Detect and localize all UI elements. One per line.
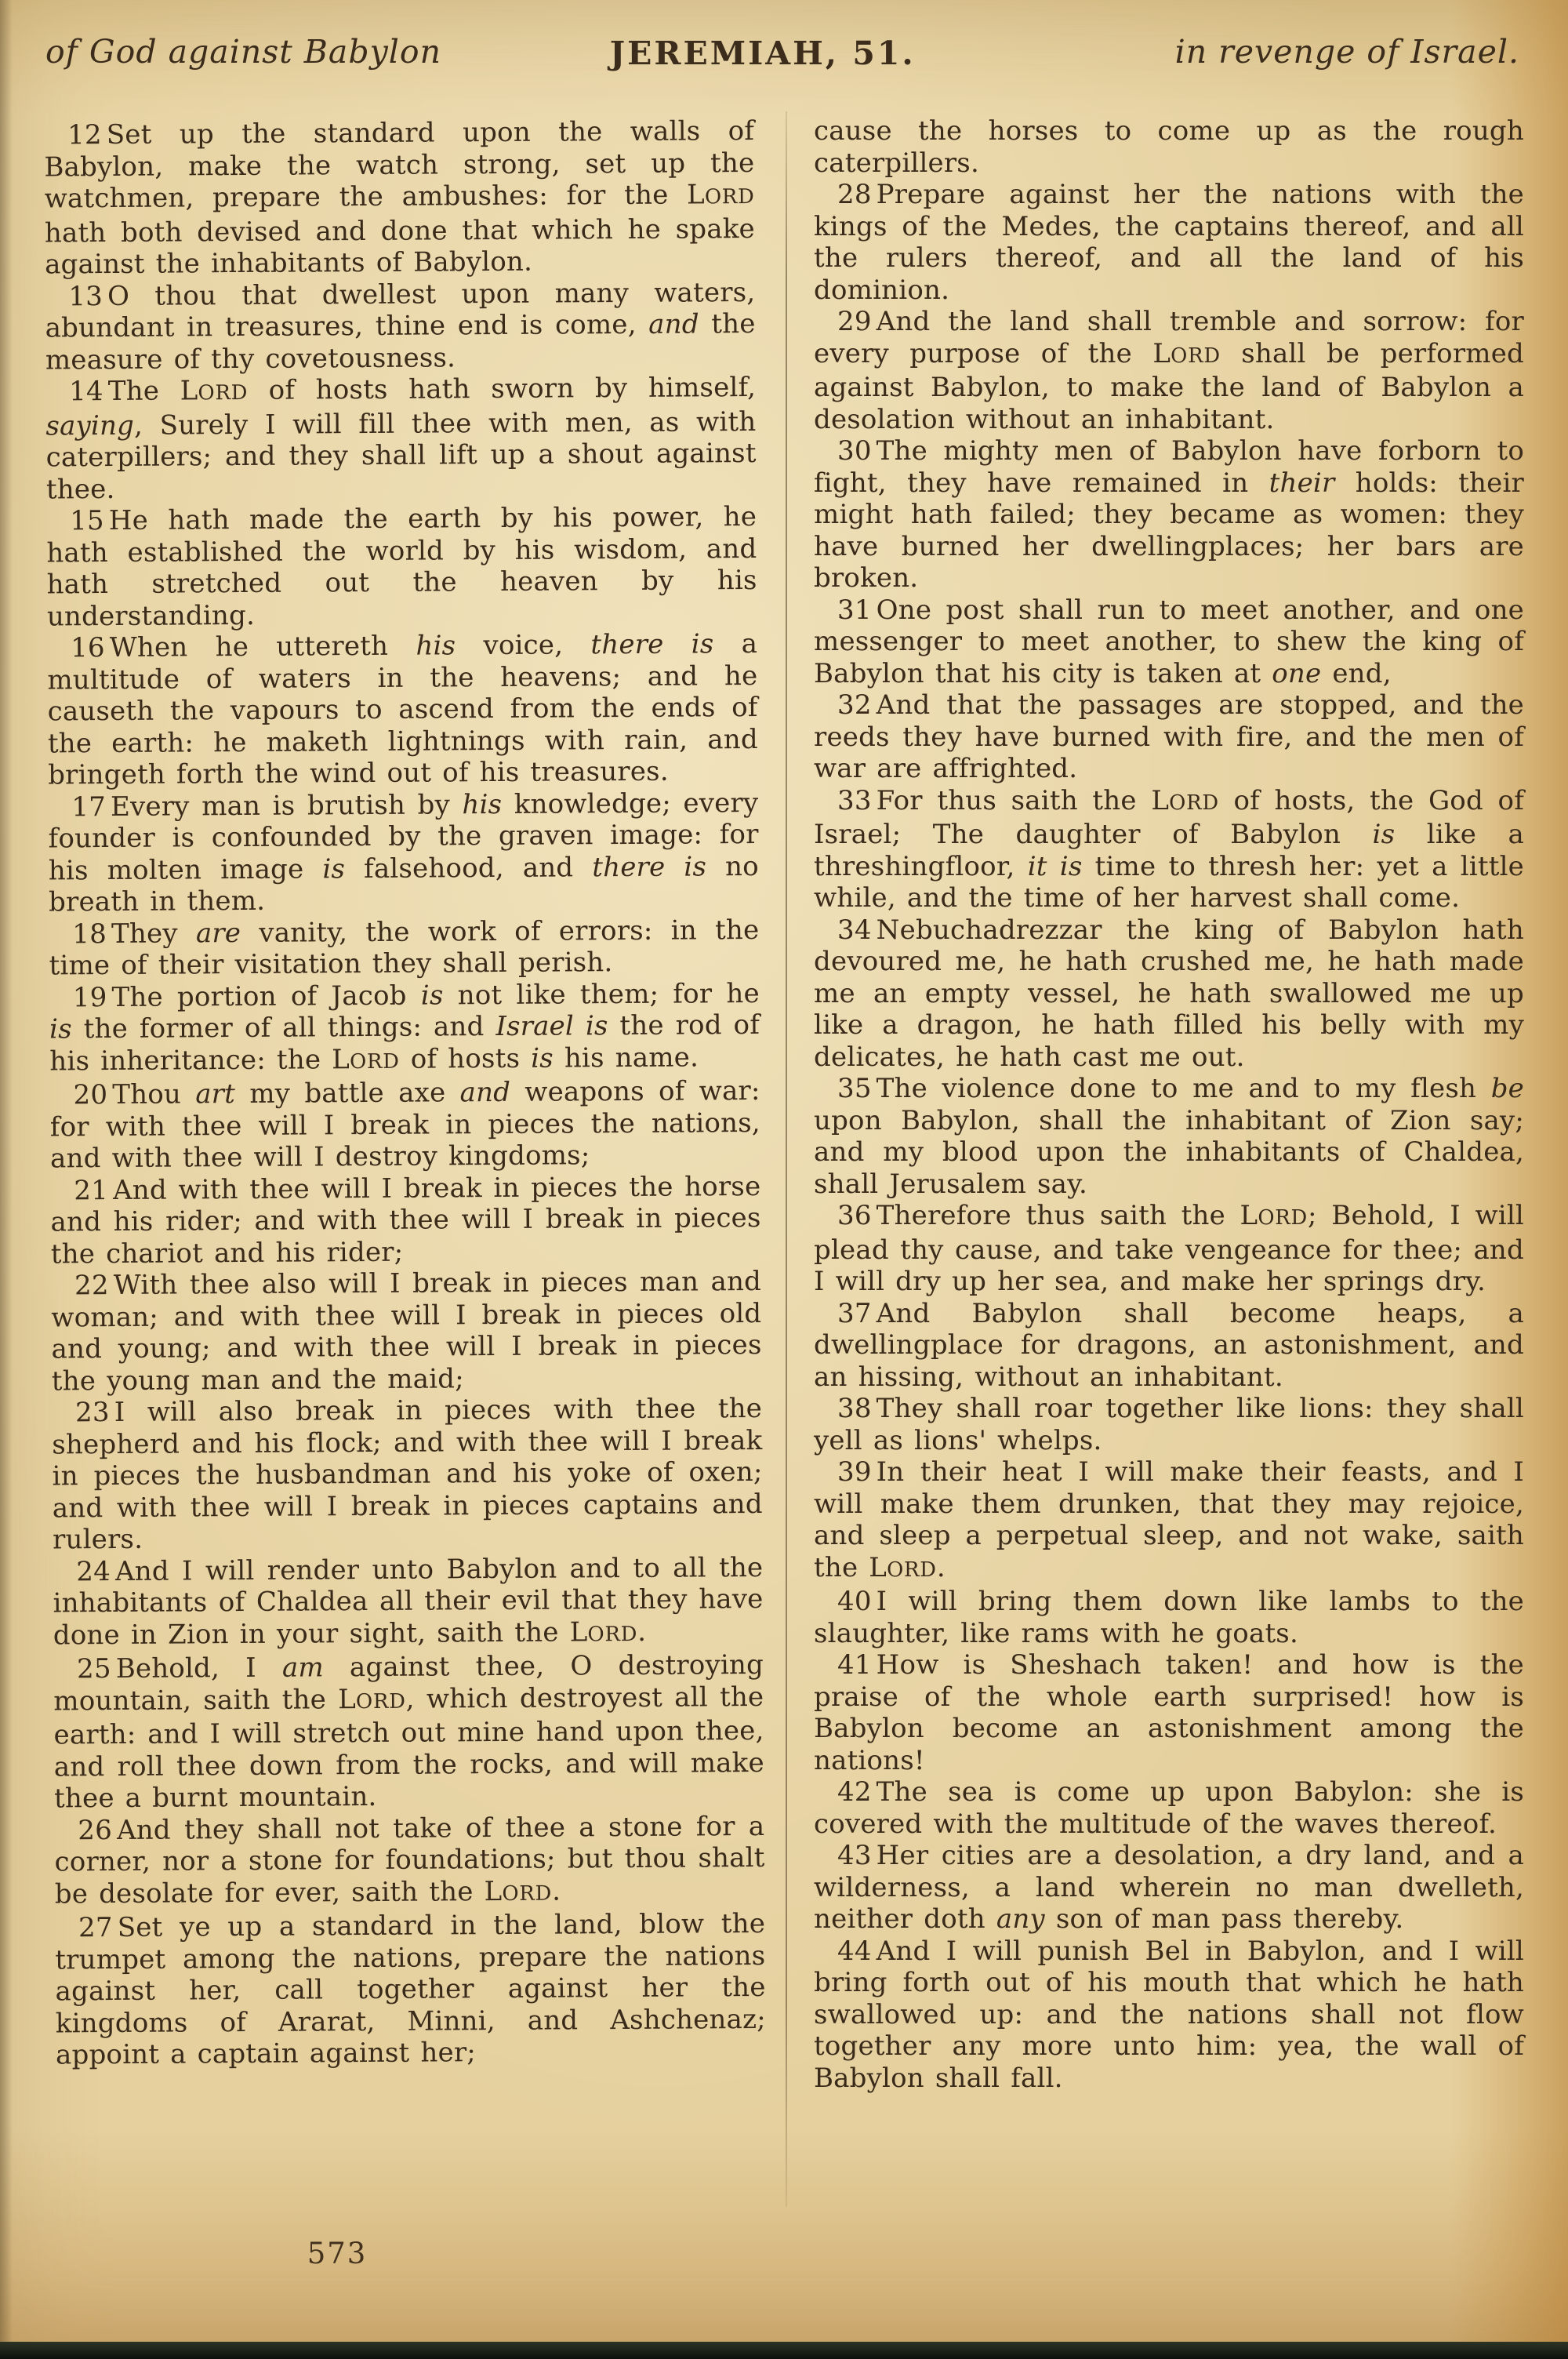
verse-text: . — [637, 1616, 647, 1648]
italic-text: his — [416, 630, 456, 662]
verse-13 — [45, 276, 756, 376]
verse-number: 41 — [837, 1649, 872, 1681]
verse-number: 13 — [68, 280, 103, 312]
verse-number: 40 — [837, 1586, 872, 1617]
divine-name: LORD — [869, 1551, 937, 1583]
verse-39 — [814, 1456, 1524, 1586]
verse-text: And I will punish Bel in Babylon, and I will bring forth out of his mouth that which he hath swallowed up: and the nations shall not flow together any more unto him: yea, the wall of Babylon shall fall. — [814, 1935, 1524, 2094]
italic-text: art — [195, 1078, 236, 1110]
italic-text: are — [195, 917, 241, 949]
verse-23 — [52, 1393, 763, 1556]
verse-43 — [814, 1840, 1524, 1936]
verse-text: not like them; for he — [443, 977, 760, 1011]
verse-number: 37 — [837, 1297, 872, 1329]
verse-number: 43 — [837, 1840, 872, 1871]
verse-number: 16 — [71, 632, 105, 664]
divine-name: LORD — [484, 1875, 553, 1907]
verse-number: 19 — [72, 981, 107, 1013]
verse-text: voice, — [456, 629, 591, 662]
italic-text: and — [648, 308, 699, 340]
verse-number: 35 — [837, 1073, 872, 1104]
verse-28 — [814, 179, 1524, 306]
verse-text: Thou — [112, 1078, 196, 1111]
divine-name: LORD — [338, 1683, 406, 1715]
verse-32 — [814, 689, 1524, 785]
verse-text: The sea is come up upon Babylon: she is covered with the multitude of the waves thereof. — [814, 1776, 1524, 1840]
italic-text: is — [420, 979, 444, 1012]
verse-number: 12 — [67, 119, 102, 151]
divine-name: LORD — [332, 1043, 400, 1075]
verse-text: Prepare against her the nations with the kings of the Medes, the captains thereof, and all the rulers thereof, and all the land of his dominion. — [814, 179, 1524, 306]
verse-text: of hosts, the God of Israel; The daughter of Babylon — [814, 784, 1524, 850]
verse-text: He hath made the earth by his power, he hath established the world by his wisdom, and hath stretched out the heaven by his understanding. — [46, 500, 757, 633]
verse-text: I will bring them down like lambs to the slaughter, like rams with he goats. — [814, 1586, 1524, 1649]
verse-number: 36 — [837, 1200, 872, 1231]
italic-text: is — [1372, 819, 1396, 850]
verse-text: knowledge; every founder is confounded by the graven image: for his molten image — [48, 787, 759, 887]
divine-name: LORD — [569, 1616, 638, 1648]
verse-42 — [814, 1776, 1524, 1840]
italic-text: be — [1490, 1073, 1524, 1104]
verse-text: The mighty men of Babylon have forborn to fight, they have remained in — [814, 435, 1524, 499]
running-head-right: in revenge of Israel. — [1174, 33, 1519, 71]
verse-text: holds: their might hath failed; they became as women: they have burned her dwellingplaces; her bars are broken. — [814, 467, 1524, 594]
verse-17 — [48, 787, 759, 918]
verse-text: upon Babylon, shall the inhabitant of Zion say; and my blood upon the inhabitants of Chaldea, shall Jerusalem say. — [814, 1104, 1524, 1200]
verse-text: of hosts hath sworn by himself, — [248, 371, 757, 406]
verse-44 — [814, 1936, 1524, 2095]
verse-number: 17 — [71, 791, 107, 823]
verse-number: 28 — [837, 179, 872, 210]
verse-text: , Surely I will fill thee with men, as with caterpillers; and they shall lift up a shout against thee. — [45, 405, 757, 506]
verse-number: 23 — [74, 1397, 110, 1429]
verse-text: Every man is brutish by — [110, 788, 463, 823]
verse-24 — [53, 1551, 764, 1653]
verse-text: How is Sheshach taken! and how is the praise of the whole earth surprised! how is Babylon become an astonishment among the nations! — [814, 1649, 1524, 1776]
verse-continuation — [814, 115, 1524, 179]
verse-34 — [814, 914, 1524, 1074]
verse-text: cause the horses to come up as the rough caterpillers. — [814, 115, 1524, 179]
verse-18 — [49, 914, 759, 982]
verse-33 — [814, 785, 1524, 914]
verse-number: 14 — [69, 376, 103, 408]
verse-number: 31 — [837, 594, 872, 626]
italic-text: and — [459, 1076, 511, 1109]
verse-text: weapons of war: for with thee will I break in pieces the nations, and with thee will I destroy kingdoms; — [49, 1074, 760, 1175]
verse-number: 15 — [70, 505, 104, 537]
column-divider-rule — [786, 111, 787, 2207]
italic-text: any — [996, 1903, 1045, 1935]
verse-20 — [49, 1075, 760, 1175]
italic-text: there is — [590, 628, 714, 661]
verse-text: The violence done to me and to my flesh — [876, 1073, 1491, 1104]
verse-text: like a threshingfloor, — [814, 819, 1524, 882]
verse-text: And the land shall tremble and sorrow: for every purpose of the — [814, 306, 1524, 369]
verse-text: the former of all things: and — [71, 1011, 496, 1045]
italic-text: one — [1272, 657, 1322, 689]
scan-bottom-edge — [0, 2342, 1568, 2359]
verse-text: my battle axe — [234, 1077, 460, 1110]
verse-30 — [814, 435, 1524, 594]
divine-name: LORD — [1151, 784, 1219, 816]
verse-number: 30 — [837, 435, 872, 467]
verse-text: O thou that dwellest upon many waters, abundant in treasures, thine end is come, — [45, 276, 756, 344]
verse-text: Nebuchadrezzar the king of Babylon hath devoured me, he hath crushed me, he hath made me an empty vessel, he hath swallowed me up like a dragon, he hath filled his belly with my delicates, he hath cast me out. — [814, 914, 1524, 1073]
verse-text: time to thresh her: yet a little while, and the time of her harvest shall come. — [814, 850, 1525, 914]
verse-number: 26 — [78, 1814, 113, 1846]
verse-text: no breath in them. — [48, 850, 759, 918]
verse-text: And I will render unto Babylon and to all the inhabitants of Chaldea all their evil that they have done in Zion in your sight, saith the — [53, 1551, 764, 1651]
italic-text: is — [49, 1013, 72, 1045]
verse-35 — [814, 1073, 1524, 1200]
divine-name: LORD — [1240, 1200, 1308, 1231]
verse-26 — [54, 1810, 765, 1912]
verse-14 — [45, 372, 757, 506]
verse-number: 33 — [837, 784, 872, 816]
verse-text: One post shall run to meet another, and one messenger to meet another, to shew the king of Babylon that his city is taken at — [814, 594, 1524, 689]
verse-27 — [55, 1908, 766, 2071]
running-head-title: JEREMIAH, 51. — [609, 35, 916, 72]
verse-text: I will also break in pieces with thee the shepherd and his flock; and with thee will I break in pieces the husbandman and his yoke of oxen; and with thee will I break in pieces captains and rulers. — [52, 1392, 763, 1556]
verse-15 — [46, 501, 757, 633]
verse-text: The — [107, 375, 180, 408]
verse-text: son of man pass thereby. — [1044, 1903, 1404, 1935]
verse-text: falsehood, and — [344, 851, 593, 885]
divine-name: LORD — [180, 375, 249, 407]
verse-number: 32 — [837, 689, 872, 721]
verse-41 — [814, 1649, 1524, 1776]
verse-number: 20 — [73, 1079, 108, 1111]
verse-text: The portion of Jacob — [111, 980, 421, 1013]
verse-16 — [47, 628, 758, 791]
verse-38 — [814, 1393, 1524, 1456]
verse-number: 24 — [76, 1555, 111, 1587]
verse-12 — [44, 115, 755, 281]
verse-text: his name. — [553, 1041, 699, 1074]
verse-number: 18 — [72, 918, 107, 950]
verse-number: 38 — [837, 1393, 872, 1424]
verse-text: With thee also will I break in pieces man and woman; and with thee will I break in pieces old and young; and with thee will I break in pieces the young man and the maid; — [51, 1265, 762, 1398]
verse-text: Set up the standard upon the walls of Babylon, make the watch strong, set up the watchmen, prepare the ambushes: for the — [44, 115, 755, 215]
verse-number: 21 — [74, 1174, 109, 1206]
verse-text: For thus saith the — [876, 784, 1152, 816]
verse-text: end, — [1321, 657, 1392, 689]
verse-number: 44 — [837, 1935, 872, 1967]
verse-19 — [49, 977, 760, 1079]
verse-text: And with thee will I break in pieces the horse and his rider; and with thee will I break in pieces the chariot and his rider; — [50, 1170, 761, 1270]
italic-text: saying — [45, 409, 135, 442]
verse-text: They shall roar together like lions: they shall yell as lions' whelps. — [814, 1393, 1524, 1456]
divine-name: LORD — [686, 179, 755, 211]
right-column — [814, 115, 1524, 2094]
verse-37 — [814, 1298, 1524, 1394]
italic-text: Israel is — [495, 1010, 608, 1043]
left-column — [44, 115, 766, 2071]
running-head — [0, 33, 1568, 80]
verse-text: against thee, O destroying mountain, saith the — [53, 1648, 764, 1717]
verse-text: Set ye up a standard in the land, blow the trumpet among the nations, prepare the nations against her, call together against her the kingdoms of Ararat, Minni, and Ashchenaz; appoint a captain against her; — [55, 1907, 766, 2071]
running-head-left: of God against Babylon — [45, 33, 441, 71]
verse-text: In their heat I will make their feasts, and I will make them drunken, that they may rejoice, and sleep a perpetual sleep, and not wake, saith the — [814, 1456, 1524, 1583]
verse-text: And they shall not take of thee a stone for a corner, nor a stone for foundations; but thou shalt be desolate for ever, saith the — [54, 1810, 765, 1910]
verse-number: 27 — [78, 1912, 113, 1944]
verse-text: hath both devised and done that which he spake against the inhabitants of Babylon. — [44, 213, 756, 281]
verse-text: . — [936, 1551, 946, 1583]
verse-31 — [814, 594, 1524, 690]
italic-text: his — [462, 788, 503, 820]
italic-text: is — [531, 1042, 554, 1074]
verse-number: 25 — [76, 1653, 111, 1685]
verse-text: Her cities are a desolation, a dry land, and a wilderness, a land wherein no man dwelleth, neither doth — [814, 1840, 1524, 1935]
italic-text: it is — [1027, 850, 1083, 882]
verse-text: of hosts — [399, 1042, 532, 1075]
verse-number: 34 — [837, 914, 872, 946]
verse-text: , which destroyest all the earth: and I will stretch out mine hand upon thee, and roll thee down from the rocks, and will make thee a burnt mountain. — [53, 1681, 764, 1815]
verse-text: When he uttereth — [109, 630, 416, 664]
verse-text: a multitude of waters in the heavens; and he causeth the vapours to ascend from the ends of the earth: he maketh lightnings with rain, and bringeth forth the wind out of his treasures. — [47, 627, 758, 791]
italic-text: there is — [592, 850, 707, 883]
verse-40 — [814, 1586, 1524, 1649]
italic-text: am — [281, 1652, 324, 1684]
verse-36 — [814, 1200, 1524, 1298]
verse-number: 29 — [837, 306, 872, 337]
verse-text: Behold, I — [115, 1652, 283, 1685]
verse-text: . — [552, 1875, 561, 1907]
verse-text: They — [111, 917, 197, 950]
verse-22 — [51, 1266, 762, 1398]
italic-text: their — [1269, 467, 1335, 499]
page-number: 573 — [307, 2237, 368, 2270]
verse-text: ; Behold, I will plead thy cause, and take vengeance for thee; and I will dry up her sea, and make her springs dry. — [814, 1200, 1524, 1297]
divine-name: LORD — [1152, 337, 1221, 369]
verse-text: And Babylon shall become heaps, a dwellingplace for dragons, an astonishment, and an hissing, without an inhabitant. — [814, 1297, 1524, 1393]
verse-text: shall be performed against Babylon, to make the land of Babylon a desolation without an inhabitant. — [814, 337, 1525, 435]
italic-text: is — [322, 852, 346, 885]
verse-number: 39 — [837, 1456, 872, 1488]
verse-text: vanity, the work of errors: in the time of their visitation they shall perish. — [49, 914, 760, 982]
verse-text: the measure of thy covetousness. — [45, 307, 756, 376]
verse-text: And that the passages are stopped, and the reeds they have burned with fire, and the men of war are affrighted. — [814, 689, 1524, 784]
verse-text: Therefore thus saith the — [876, 1200, 1240, 1231]
verse-number: 42 — [837, 1776, 872, 1808]
verse-29 — [814, 306, 1524, 435]
verse-21 — [50, 1170, 761, 1270]
verse-25 — [53, 1649, 764, 1815]
verse-text: the rod of his inheritance: the — [49, 1009, 760, 1078]
verse-number: 22 — [74, 1270, 109, 1302]
